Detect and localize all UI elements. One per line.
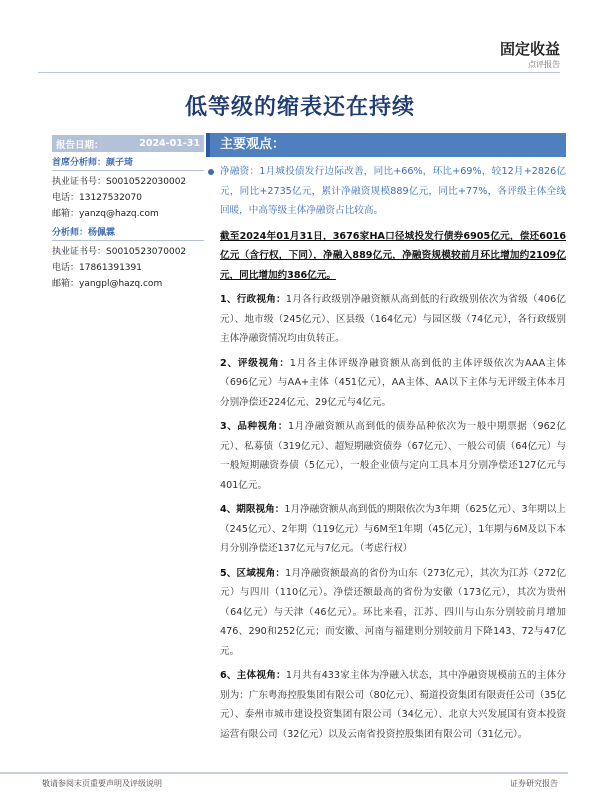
section-label: 3、品种视角： bbox=[220, 421, 288, 432]
analyst-name: 分析师：杨佩霖 bbox=[52, 222, 204, 241]
report-date: 2024-01-31 bbox=[139, 138, 200, 149]
analyst-phone: 电话：13127532070 bbox=[52, 193, 142, 203]
section-label: 4、期限视角： bbox=[220, 504, 285, 515]
sidebar bbox=[52, 135, 204, 292]
bullet-text: 净融资：1月城投债发行边际改善，同比+66%，环比+69%，较12月+2826亿元，同比+2735亿元，累计净融资规模889亿元，同比+77%，各评级主体全线回暖，中高等级主体净融资占比较高。 bbox=[220, 166, 566, 216]
main-content bbox=[206, 133, 566, 744]
header-divider bbox=[38, 72, 560, 73]
section-label: 2、评级视角： bbox=[220, 357, 290, 369]
bullet-icon bbox=[208, 169, 214, 175]
section-text: 1月各主体评级净融资额从高到低的主体评级依次为AAA主体（696亿元）与AA+主体（451亿元），AA主体、AA以下主体与无评级主体本月分别净偿还224亿元、29亿元与4亿元。 bbox=[220, 357, 566, 408]
section-label: 1、行政视角： bbox=[220, 294, 286, 305]
section-text: 1月净融资额从高到低的期限依次为3年期（625亿元）、3年期以上（245亿元）、2年期（119亿元）与6M至1年期（45亿元），1年期与6M及以下本月分别净偿还137亿元与7亿元。（考虑行权） bbox=[220, 504, 566, 554]
section-paragraph bbox=[206, 354, 566, 413]
report-category: 固定收益 bbox=[499, 40, 560, 58]
footer-disclaimer: 敬请参阅末页重要声明及评级说明 bbox=[42, 779, 162, 788]
section-text: 1月共有433家主体为净融入状态，其中净融资规模前五的主体分别为：广东粤海控股集团有限公司（80亿元）、蜀道投资集团有限责任公司（35亿元）、泰州市城市建设投资集团有限公司（34亿元）、北京大兴发展国有资本投资运营有限公司（32亿元）以及云南省投资控股集团有限公司（31亿元）。 bbox=[220, 670, 566, 740]
section-paragraph bbox=[206, 666, 566, 744]
date-label: 报告日期： bbox=[56, 139, 104, 151]
footer-label: 证券研究报告 bbox=[510, 779, 558, 788]
section-text: 1月净融资额从高到低的债券品种依次为一般中期票据（962亿元）、私募债（319亿元）、超短期融资债券（67亿元）、一般公司债（64亿元）与一般短期融资券债（5亿元），一般企业债与定向工具本月分别净偿还127亿元与401亿元。 bbox=[220, 421, 566, 491]
report-type: 点评报告 bbox=[528, 60, 560, 69]
analyst-email[interactable]: 邮箱：yangpl@hazq.com bbox=[52, 279, 163, 289]
analyst-block bbox=[52, 152, 204, 222]
section-label: 6、主体视角： bbox=[220, 670, 286, 681]
section-text: 1月净融资额最高的省份为山东（273亿元），其次为江苏（272亿元）与四川（110亿元）。净偿还额最高的省份为安徽（173亿元），其次为贵州（64亿元）与天津（46亿元）。环比来看，江苏、四川与山东分别较前月增加476、290和252亿元；而安徽、河南与福建则分别较前月下降143、72与47亿元。 bbox=[220, 567, 566, 657]
footer-divider bbox=[0, 772, 568, 774]
key-point-bullet bbox=[206, 162, 566, 221]
page-title: 低等级的缩表还在持续 bbox=[184, 94, 415, 120]
analyst-name: 首席分析师：颜子琦 bbox=[52, 152, 204, 171]
analyst-phone: 电话：17861391391 bbox=[52, 263, 142, 273]
section-paragraph bbox=[206, 564, 566, 662]
key-points-heading: 主要观点： bbox=[206, 133, 566, 157]
summary-paragraph: 截至2024年01月31日，3676家HA口径城投发行债券6905亿元，偿还6016亿元（含行权，下同），净融入889亿元，净融资规模较前月环比增加约2109亿元，同比增加约386亿元。 bbox=[220, 230, 566, 281]
analyst-email[interactable]: 邮箱：yanzq@hazq.com bbox=[52, 209, 159, 219]
analyst-block bbox=[52, 222, 204, 292]
section-label: 5、区域视角： bbox=[220, 567, 286, 579]
section-paragraph bbox=[206, 290, 566, 349]
analyst-cert: 执业证书号：S0010523070002 bbox=[52, 247, 187, 257]
section-text: 1月各行政级别净融资额从高到低的行政级别依次为省级（406亿元）、地市级（245亿元）、区县级（164亿元）与园区级（74亿元），各行政级别主体净融资情况均由负转正。 bbox=[220, 294, 566, 344]
analyst-cert: 执业证书号：S0010522030002 bbox=[52, 177, 187, 187]
section-paragraph bbox=[206, 500, 566, 559]
section-paragraph bbox=[206, 417, 566, 495]
report-date-bar bbox=[52, 135, 204, 152]
